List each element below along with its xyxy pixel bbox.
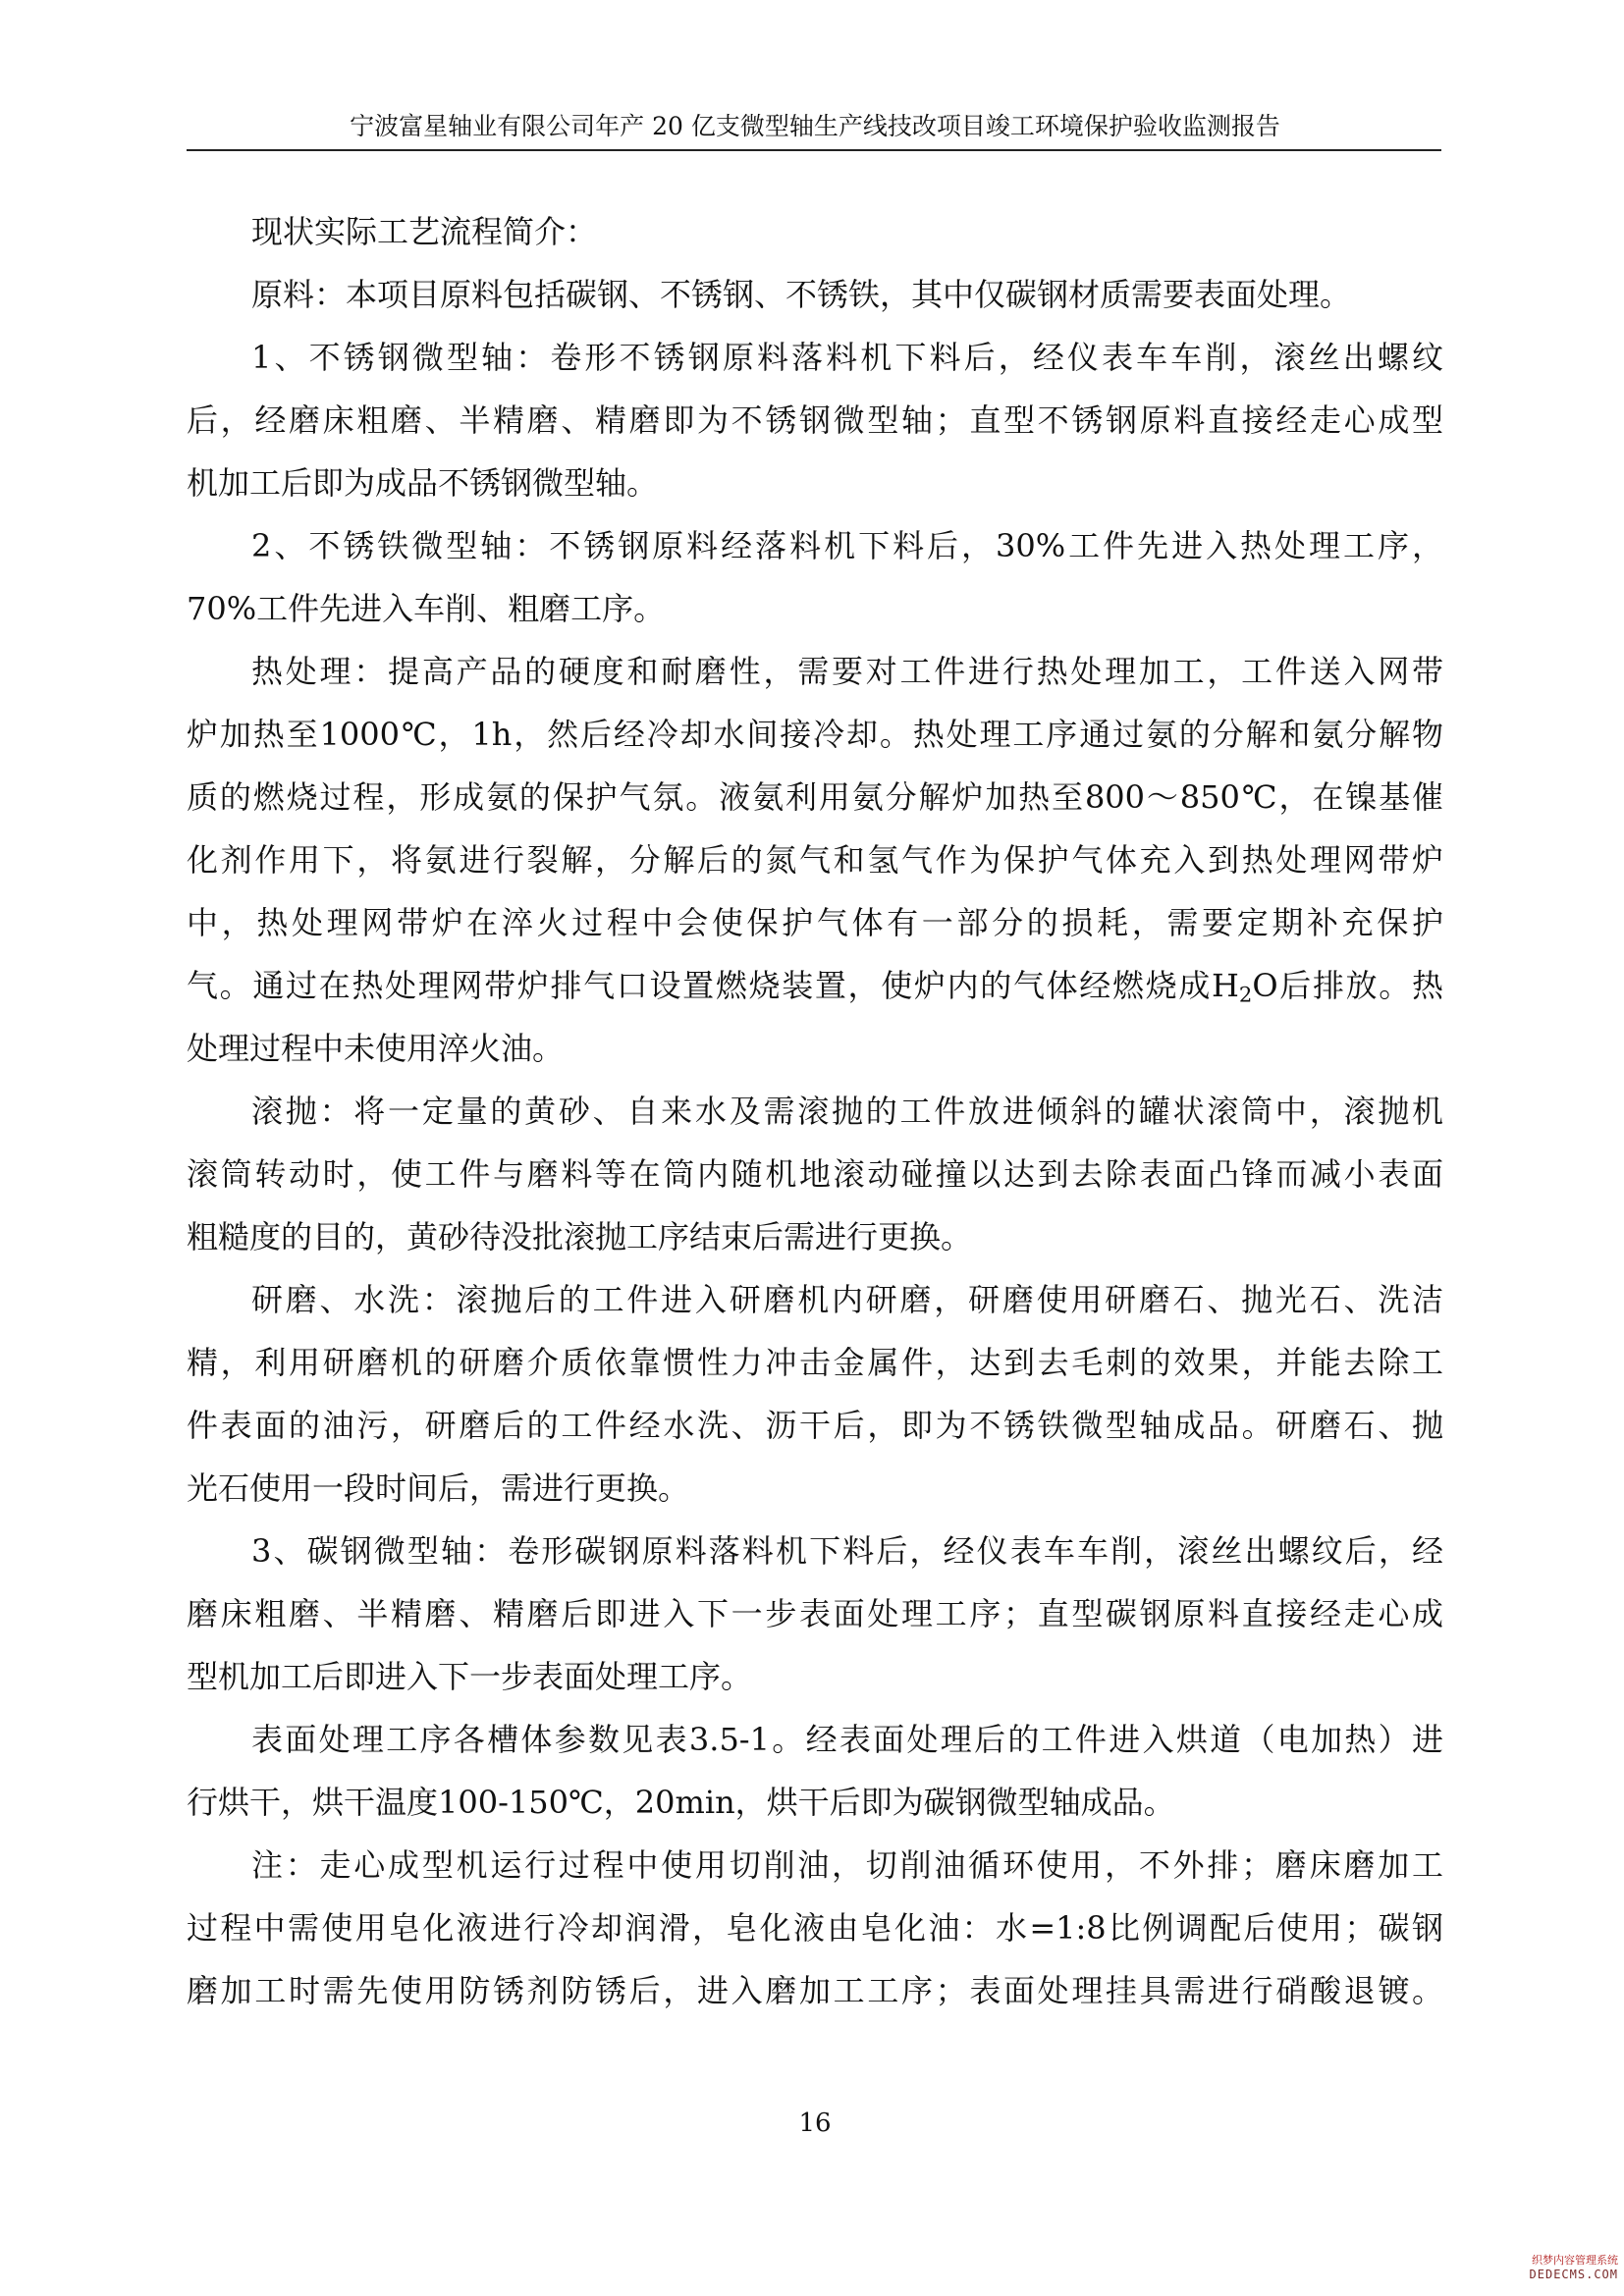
text-segment: 气。通过在热处理网带炉排气口设置燃烧装置，使炉内的气体经燃烧成H: [187, 967, 1239, 1004]
text-line: 热处理：提高产品的硬度和耐磨性，需要对工件进行热处理加工，工件送入网带: [251, 653, 1443, 690]
text-line: 滚筒转动时，使工件与磨料等在筒内随机地滚动碰撞以达到去除表面凸锋而减小表面: [187, 1155, 1443, 1193]
text-line: 过程中需使用皂化液进行冷却润滑，皂化液由皂化油：水=1:8比例调配后使用；碳钢: [187, 1909, 1443, 1947]
text-line: 中，热处理网带炉在淬火过程中会使保护气体有一部分的损耗，需要定期补充保护: [187, 904, 1443, 941]
text-line: 精，利用研磨机的研磨介质依靠惯性力冲击金属件，达到去毛刺的效果，并能去除工: [187, 1344, 1443, 1381]
text-line: 后，经磨床粗磨、半精磨、精磨即为不锈钢微型轴；直型不锈钢原料直接经走心成型: [187, 401, 1443, 439]
text-line: 行烘干，烘干温度100-150℃，20min，烘干后即为碳钢微型轴成品。: [187, 1784, 1175, 1821]
paragraph-grinding-washing: [187, 1268, 1443, 1520]
header-divider: [187, 149, 1441, 151]
text-line: 化剂作用下，将氨进行裂解，分解后的氮气和氢气作为保护气体充入到热处理网带炉: [187, 841, 1443, 879]
paragraph-carbon-steel-shaft: [187, 1520, 1443, 1708]
text-line: 处理过程中未使用淬火油。: [187, 1030, 565, 1067]
text-line: 70%工件先进入车削、粗磨工序。: [187, 590, 666, 627]
text-line: 注：走心成型机运行过程中使用切削油，切削油循环使用，不外排；磨床磨加工: [251, 1846, 1443, 1884]
paragraph-note: [187, 1834, 1443, 2022]
page-number: 16: [798, 2109, 832, 2138]
paragraph-stainless-iron-shaft: [187, 514, 1443, 640]
text-line: 磨加工时需先使用防锈剂防锈后，进入磨加工工序；表面处理挂具需进行硝酸退镀。: [187, 1972, 1443, 2009]
text-line: 原料：本项目原料包括碳钢、不锈钢、不锈铁，其中仅碳钢材质需要表面处理。: [251, 276, 1352, 313]
text-line: 1、不锈钢微型轴：卷形不锈钢原料落料机下料后，经仪表车车削，滚丝出螺纹: [251, 339, 1443, 376]
paragraph-heat-treatment: [187, 640, 1443, 1080]
text-line: 机加工后即为成品不锈钢微型轴。: [187, 464, 659, 502]
watermark-text: 织梦内容管理系统: [1532, 2254, 1618, 2267]
text-line: 2、不锈铁微型轴：不锈钢原料经落料机下料后，30%工件先进入热处理工序，: [251, 527, 1443, 564]
text-line: 炉加热至1000℃，1h，然后经冷却水间接冷却。热处理工序通过氨的分解和氨分解物: [187, 716, 1443, 753]
text-line: 型机加工后即进入下一步表面处理工序。: [187, 1658, 753, 1695]
text-line-with-formula: [187, 954, 1443, 1017]
text-line: 光石使用一段时间后，需进行更换。: [187, 1469, 690, 1507]
text-line: 磨床粗磨、半精磨、精磨后即进入下一步表面处理工序；直型碳钢原料直接经走心成: [187, 1595, 1443, 1632]
paragraph-tumbling: [187, 1080, 1443, 1268]
text-segment: O后排放。热: [1252, 967, 1443, 1004]
text-line: 质的燃烧过程，形成氨的保护气氛。液氨利用氨分解炉加热至800～850℃，在镍基催: [187, 778, 1443, 816]
document-body: [187, 200, 1443, 2022]
text-line: 粗糙度的目的，黄砂待没批滚抛工序结束后需进行更换。: [187, 1218, 973, 1255]
paragraph-intro: [187, 200, 1443, 263]
text-line: 研磨、水洗：滚抛后的工件进入研磨机内研磨，研磨使用研磨石、抛光石、洗洁: [251, 1281, 1443, 1318]
text-line: 件表面的油污，研磨后的工件经水洗、沥干后，即为不锈铁微型轴成品。研磨石、抛: [187, 1407, 1443, 1444]
text-line: 滚抛：将一定量的黄砂、自来水及需滚抛的工件放进倾斜的罐状滚筒中，滚抛机: [251, 1093, 1443, 1130]
paragraph-materials: [187, 263, 1443, 326]
subscript-2: 2: [1238, 982, 1253, 1007]
text-line: 表面处理工序各槽体参数见表3.5-1。经表面处理后的工件进入烘道（电加热）进: [251, 1721, 1443, 1758]
text-line: 3、碳钢微型轴：卷形碳钢原料落料机下料后，经仪表车车削，滚丝出螺纹后，经: [251, 1532, 1443, 1570]
site-watermark: [1512, 2254, 1618, 2281]
paragraph-stainless-steel-shaft: [187, 326, 1443, 514]
report-header-title: 宁波富星轴业有限公司年产 20 亿支微型轴生产线技改项目竣工环境保护验收监测报告: [350, 112, 1280, 140]
paragraph-surface-treatment: [187, 1708, 1443, 1834]
text-line: 现状实际工艺流程简介：: [251, 213, 598, 250]
watermark-domain: DEDECMS.COM: [1529, 2268, 1618, 2281]
